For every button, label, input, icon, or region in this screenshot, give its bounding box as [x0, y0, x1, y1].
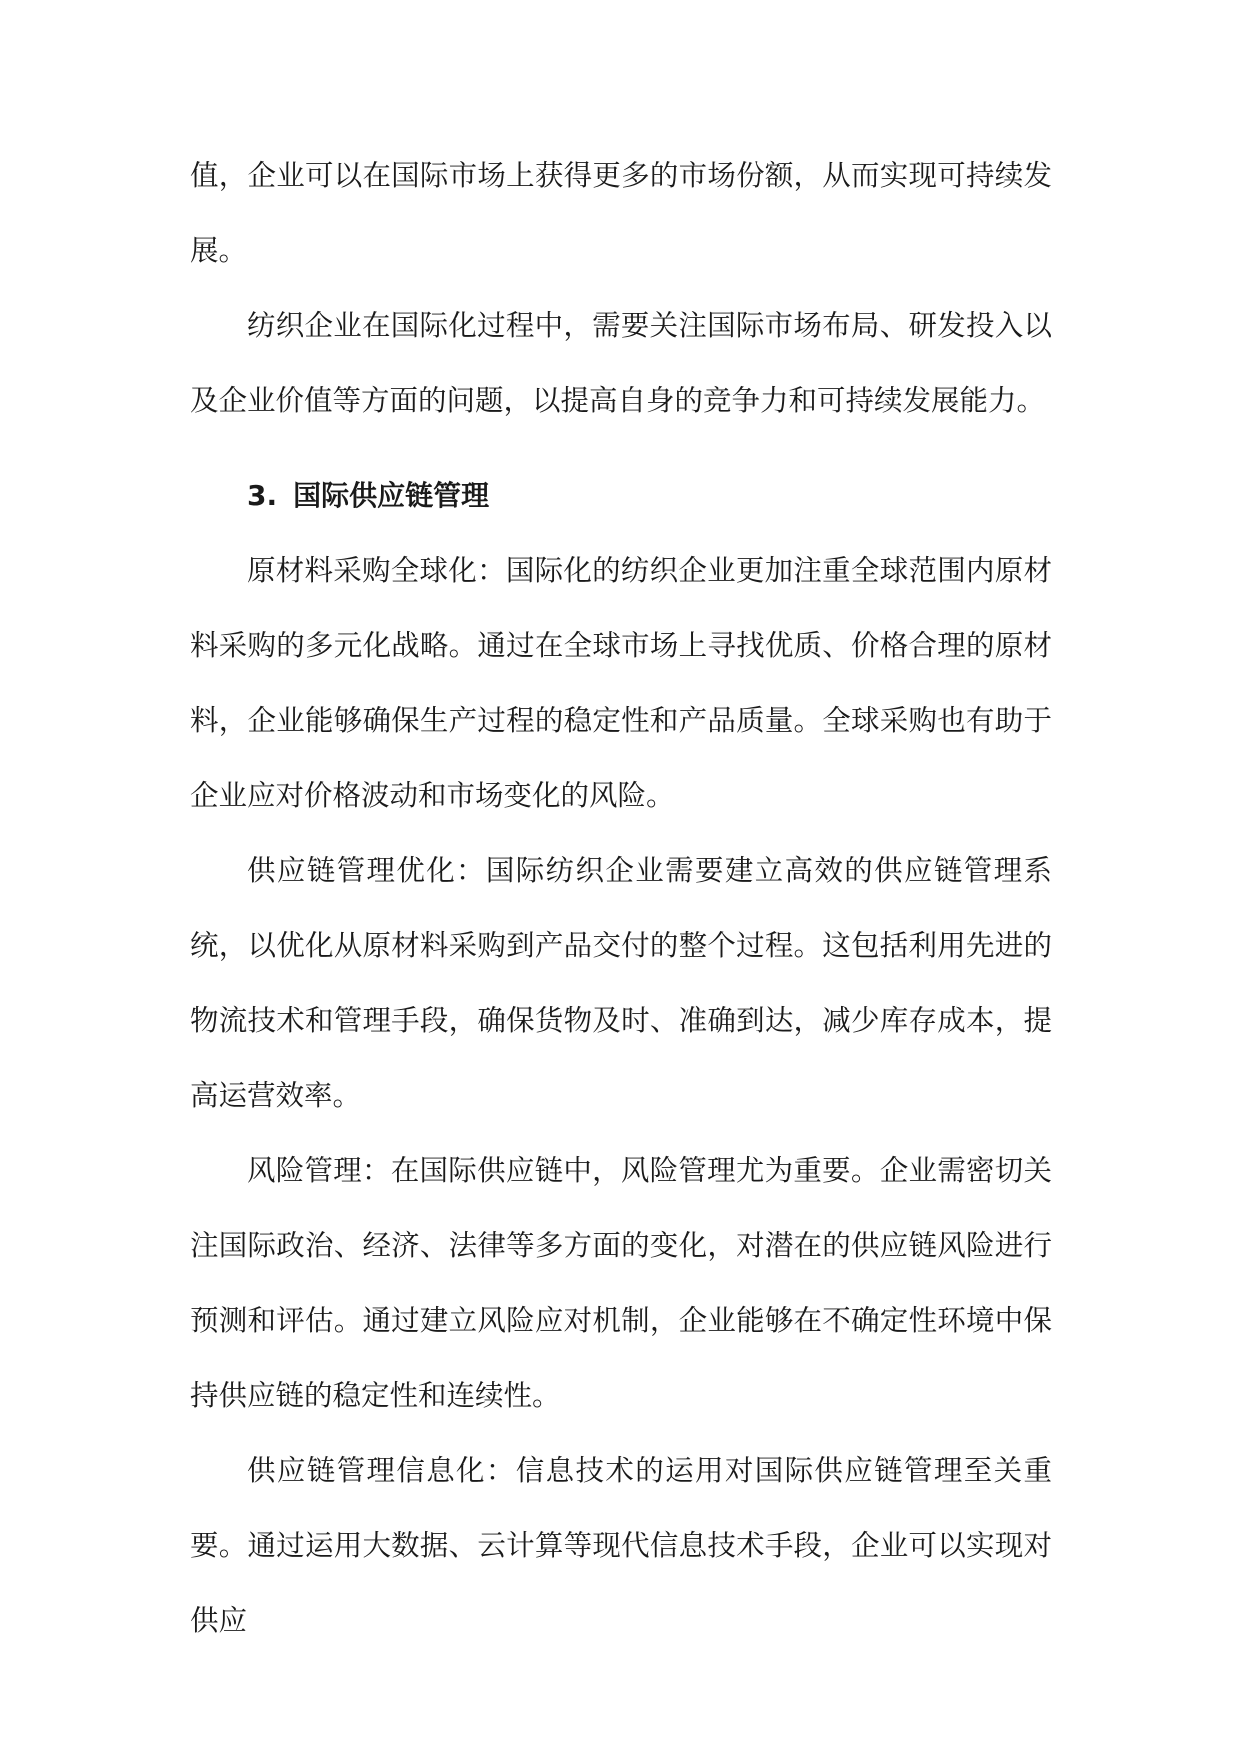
- paragraph-informatization: 供应链管理信息化：信息技术的运用对国际供应链管理至关重要。通过运用大数据、云计算等现代信息技术手段，企业可以实现对供应: [190, 1454, 1052, 1637]
- paragraph-supply-chain-optimization: 供应链管理优化：国际纺织企业需要建立高效的供应链管理系统，以优化从原材料采购到产品交付的整个过程。这包括利用先进的物流技术和管理手段，确保货物及时、准确到达，减少库存成本，提高运营效率。: [190, 854, 1052, 1112]
- section-number: 3.: [247, 479, 278, 512]
- document-body: [190, 138, 1052, 1658]
- section-heading: [190, 458, 1052, 533]
- paragraph-continuation: 值，企业可以在国际市场上获得更多的市场份额，从而实现可持续发展。: [190, 159, 1052, 267]
- paragraph-risk-management: 风险管理：在国际供应链中，风险管理尤为重要。企业需密切关注国际政治、经济、法律等多方面的变化，对潜在的供应链风险进行预测和评估。通过建立风险应对机制，企业能够在不确定性环境中保持供应链的稳定性和连续性。: [190, 1154, 1052, 1412]
- section-title: 国际供应链管理: [293, 479, 490, 512]
- paragraph-summary: 纺织企业在国际化过程中，需要关注国际市场布局、研发投入以及企业价值等方面的问题，以提高自身的竞争力和可持续发展能力。: [190, 309, 1052, 417]
- paragraph-global-sourcing: 原材料采购全球化：国际化的纺织企业更加注重全球范围内原材料采购的多元化战略。通过在全球市场上寻找优质、价格合理的原材料，企业能够确保生产过程的稳定性和产品质量。全球采购也有助于企业应对价格波动和市场变化的风险。: [190, 554, 1052, 812]
